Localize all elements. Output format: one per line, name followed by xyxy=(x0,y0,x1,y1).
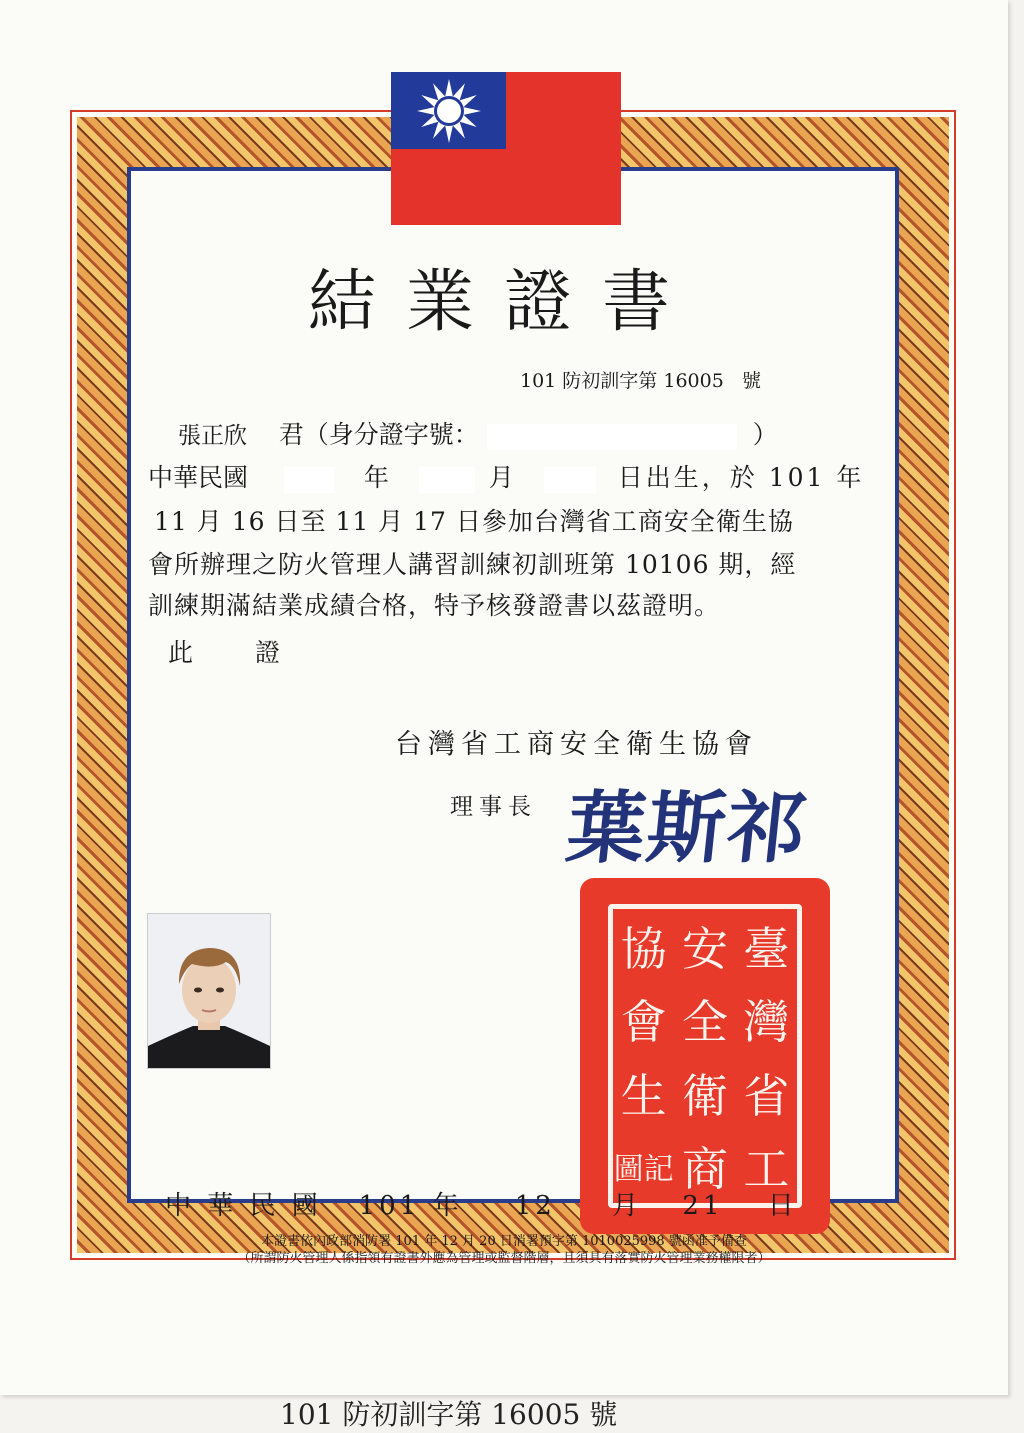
sun-emblem-icon xyxy=(414,76,484,146)
issue-era: 中 華 民 國 xyxy=(165,1191,322,1221)
recipient-line xyxy=(178,415,778,451)
id-number-redaction xyxy=(487,424,737,450)
official-seal xyxy=(580,878,830,1234)
body-line-1 xyxy=(148,458,864,494)
birth-year-redaction xyxy=(284,467,334,493)
chairman-label: 理事長 xyxy=(450,794,537,820)
bottom-cut-text: 101 防初訓字第 16005 號 xyxy=(280,1398,618,1431)
recipient-honorific: 君（身分證字號： xyxy=(278,420,479,449)
issue-year: 101 年 xyxy=(358,1191,463,1221)
body-line-2: 11 月 16 日至 11 月 17 日參加台灣省工商安全衛生協 xyxy=(154,507,794,536)
cert-number-prefix: 101 防初訓字第 xyxy=(520,370,658,392)
issue-month: 12 xyxy=(514,1191,556,1221)
body-line-3: 會所辦理之防火管理人講習訓練初訓班第 10106 期，經 xyxy=(148,550,797,579)
certificate-number xyxy=(520,366,761,393)
issue-month-unit: 月 xyxy=(612,1191,643,1221)
cert-number-suffix: 號 xyxy=(741,370,761,392)
month-unit: 月 xyxy=(488,463,514,492)
issue-day: 21 xyxy=(682,1191,724,1221)
birth-day-and-year-text: 日出生，於 101 年 xyxy=(617,463,865,492)
issuing-organization: 台灣省工商安全衛生協會 xyxy=(395,729,758,760)
issue-day-unit: 日 xyxy=(767,1191,798,1221)
seal-characters: 協 安 臺 會 全 灣 生 衛 省 圖記 商 工 xyxy=(608,904,802,1208)
closing-char-1: 此 xyxy=(168,638,194,667)
recipient-close: ） xyxy=(752,420,778,449)
birth-month-redaction xyxy=(419,467,475,493)
flag-canton xyxy=(391,72,506,149)
certificate-title: 結業證書 xyxy=(307,263,700,342)
closing-phrase xyxy=(168,633,280,669)
chairman-signature: 葉斯祁 xyxy=(562,784,813,874)
id-photo xyxy=(147,913,271,1069)
birth-day-redaction xyxy=(544,467,596,493)
year-unit: 年 xyxy=(363,463,389,492)
portrait-photo-icon xyxy=(148,914,270,1068)
era-label: 中華民國 xyxy=(148,463,249,492)
issue-date xyxy=(165,1185,798,1222)
cert-number-value: 16005 xyxy=(663,370,724,392)
approval-footnote: 本證書依內政部消防署 101 年 12 月 20 日消署預字第 1010025998 號函准予備查 xyxy=(261,1234,747,1249)
recipient-name: 張正欣 xyxy=(178,423,247,449)
body-line-4: 訓練期滿結業成績合格，特予核發證書以茲證明。 xyxy=(148,591,721,620)
definition-footnote: （所謂防火管理人係指領有證書外應為管理或監督階層，且須具有落實防火管理業務權限者） xyxy=(237,1251,771,1266)
national-flag xyxy=(391,72,621,225)
closing-char-2: 證 xyxy=(254,638,280,667)
